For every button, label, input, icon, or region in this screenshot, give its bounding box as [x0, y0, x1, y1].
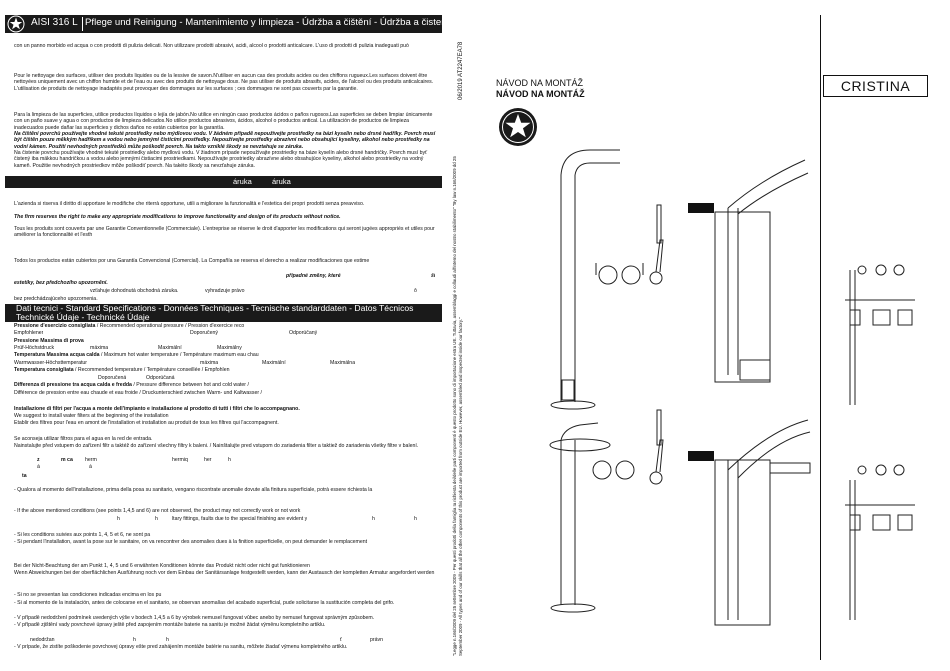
install-frag-17d: ť	[340, 637, 342, 643]
install-line-10: - Si pendant l'installation, avant la pose sur le sanitaire, on va rencontrer des anomalies dues à la finition superficielle, on peut demander le remplacement	[14, 539, 368, 545]
care-text-cz: Na čištění povrchů používejte vhodné tekuté prostředky nebo mýdlovou vodu. V žádném případě nepoužívejte prostředky na bázi kyselin nebo drsné hadříky. Povrch musí být čištěn pouze měkkým hadříkem a vodou nebo jemnými čisticími prostředky. Nepoužívejte prostředky abrazivní nebo obsahující kyseliny, alkohol nebo prostředky na vodní kámen. Použití nevhodných prostředků může poškodit povrch. Na takto vzniklé škody se nevztahuje se záruka.	[14, 131, 436, 150]
install-line-2: We suggest to install water filters at the beginning of the installation	[14, 413, 169, 419]
warranty-bar	[5, 176, 442, 188]
warranty-sk-frag3: ô	[414, 288, 417, 294]
install-frag-3: ta	[22, 473, 27, 479]
care-text-es: Para la limpieza de las superficies, utilice productos líquidos o lejía de jabón.No utilice en ningún caso productos ácidos o paños rugosos.Las superficies se deben limpiar únicamente con un paño suave y agua o con productos de limpieza delicados.No utilice productos abrasivos, ácidos, alcohol o productos antical. La utilización de productos de limpieza inadecuados puede dañar las superficies y dichos daños no están cubiertos por la garantía.	[14, 112, 433, 131]
install-line-6: - Qualora al momento dell'installazione, prima della posa su sanitario, vengano riscontrate anomalie dovute alla finitura superficiale, potrà essere richiesta la	[14, 487, 373, 493]
tech-row-7: Temperatura consigliata / Recommended temperature / Température conseillée / Empfohlen	[14, 367, 230, 373]
manual-title-2: NÁVOD NA MONTÁŽ	[496, 89, 585, 99]
install-frag-8a: h	[117, 516, 120, 522]
install-frag-1c: herm	[85, 457, 97, 463]
install-frag-8e: h	[414, 516, 417, 522]
tech-row-5: Temperatura Massima acqua calda / Maximum hot water temperature / Température maximum eau chau	[14, 352, 259, 358]
tech-row-10: Différence de pression entre eau chaude et eau froide / Druckunterschied zwischen Warm- und Kaltwasser /	[14, 390, 262, 396]
warranty-sk-frag4: bez predchádzajúceho upozornenia.	[14, 296, 98, 302]
tech-row-6c: Maximální	[262, 360, 286, 366]
install-frag-1e: her	[204, 457, 212, 463]
install-line-3: Etablir des filtres pour l'eau en amont de l'installation et installation au produit de tous les filtres qui l'accompagnent.	[14, 420, 279, 426]
warranty-fr: Tous les produits sont couverts par une Garantie Conventionnelle (Commerciale). L'entreprise se réserve le droit d'apporter les modifications qui seront jugées appropriés et utiles pour améliorer la fonctionnalité et l'esth	[14, 226, 435, 239]
brand-star-logo-icon	[498, 107, 538, 147]
install-line-1: Installazione di filtri per l'acqua a monte dell'impianto e installazione al prodotto di tutti i filtri che lo accompagnano.	[14, 406, 300, 412]
install-frag-17b: h	[133, 637, 136, 643]
install-frag-1f: h	[228, 457, 231, 463]
tech-title-line2: Technické Údaje - Technické Údaje	[16, 312, 150, 322]
warranty-sk-frag1: vzťahuje dohodnutá obchodná záruka.	[90, 288, 179, 294]
warranty-it: L'azienda si riserva il diritto di apportare le modifiche che riterrà opportune, utili a migliorare la funzionalità e l'estetica dei propri prodotti senza preavviso.	[14, 201, 365, 207]
install-frag-2b: á	[89, 464, 92, 470]
tech-row-4d: Maximálny	[217, 345, 242, 351]
install-line-12: Wenn Abweichungen bei der oberflächlichen Ausführung noch vor dem Einbau der Sanitärsanlage festgestellt werden, kann der Austausch der kompletten Armatur angefordert werden	[14, 570, 435, 576]
warranty-en: The firm reserves the right to make any appropriate modifications to improve functionality and design of its products without notice.	[14, 214, 341, 220]
install-line-16: - V případě zjištění vady povrchové úpravy ještě před zapojením montáže baterie na sanitu je možné žádat výměnu kompletního artiklu.	[14, 622, 326, 628]
header-divider	[82, 17, 83, 31]
install-line-15: - V případě nedodržení podmínek uvedených výše v bodech 1,4,5 a 6 by výrobek nemusel fungovat vůbec anebo by nemusel fungovat správným způsobem.	[14, 615, 375, 621]
warranty-es: Todos los productos están cubiertos por una Garantía Convencional (Comercial). La Compañía se reserva el derecho a realizar modificaciones que estime	[14, 258, 370, 264]
install-frag-8d: h	[372, 516, 375, 522]
material-label: AISI 316 L	[31, 17, 78, 28]
install-frag-8b: h	[155, 516, 158, 522]
install-frag-8c: ltary fittings, faults due to the special finishing are evident y	[172, 516, 308, 522]
install-line-14: - Si al momento de la instalación, antes de colocarse en el sanitario, se observan anomalías del acabado superficial, pude solicitarse la sustitución completa del grifo.	[14, 600, 395, 606]
manual-title-1: NÁVOD NA MONTÁŽ	[496, 78, 584, 88]
install-line-7: - If the above mentioned conditions (see points 1,4,5 and 6) are not observed, the product may not correctly work or not work	[14, 508, 301, 514]
vertical-date: 06/2019 AT2247EA78	[458, 41, 464, 100]
install-frag-17e: právn	[370, 637, 383, 643]
warranty-title-cz: áruka	[233, 177, 252, 186]
install-frag-17c: h	[166, 637, 169, 643]
tech-row-2b: Doporučený	[190, 330, 218, 336]
install-line-18: - V prípade, že zistíte poškodenie povrchovej úpravy ešte pred zahájením montáže batérie na sanitu, môžete žiadať výmenu kompletného artiklu.	[14, 644, 348, 650]
warranty-title-sk: áruka	[272, 177, 291, 186]
tech-title-line1: Dati tecnici - Standard Specifications - Données Techniques - Tecnische standarddaten - Datos Técnicos	[16, 303, 414, 313]
install-line-11: Bei der Nicht-Beachtung der am Punkt 1, 4, 5 und 6 erwähnten Konditionen könnte das Produkt nicht oder nicht gut funktionieren	[14, 563, 310, 569]
install-line-5: Nainstalujte před vstupem do zařízení filtr a taktéž do zařízení všechny filtry k baleni. / Nainštalujte pred vstupom do zariadenia filter a taktiež do zariadenia všetky filtre v balení.	[14, 443, 419, 449]
warranty-cz-frag2: ší	[431, 273, 436, 279]
install-frag-1d: hermiq	[172, 457, 188, 463]
warranty-sk-frag2: vyhradzuje právo	[205, 288, 245, 294]
tech-row-6b: máxima	[200, 360, 219, 366]
install-line-4: Se aconseja utilizar filtros para el agua en la red de entrada.	[14, 436, 153, 442]
tech-row-3: Pressione Massima di prova	[14, 338, 84, 344]
install-frag-1a: z	[37, 457, 40, 463]
vertical-note: "Legge n.166/2009 del 25 settembre 2009 - Per questi prodotti della famiglia Ia richiesta dei/delle parti componenti è questo prodotto sono di importazione estra UE. Tuttavia, assemblaggi e collaudi all'interno del nostro stabilimento" "By law n.166/2009 dd 25 September 2009 - All types and of our skills that all the other components of this product are imported from outside EU. However, assembled and inspected inside our factory."	[452, 156, 463, 656]
warranty-cz-frag3: estetiky, bez předchozího upozornění.	[14, 280, 108, 286]
warranty-cz-frag1: případné změny, které	[286, 273, 341, 279]
install-frag-17a: nedodržan	[30, 637, 55, 643]
tech-row-2c: Odporúčaný	[289, 330, 318, 336]
install-line-13: - Si no se presentan las condiciones indicadas encima en los pu	[14, 592, 162, 598]
brand-name: CRISTINA	[840, 78, 911, 94]
tech-row-2a: Empfohlener	[14, 330, 44, 336]
care-title: Pflege und Reinigung - Mantenimiento y limpieza - Údržba a čištění - Údržba a čistenie	[85, 17, 455, 28]
tech-row-4b: máxima	[90, 345, 109, 351]
install-line-9: - Si les conditions suivies aux points 1, 4, 5 et 6, ne sont pa	[14, 532, 151, 538]
tech-row-6a: Warmwasser-Höchsttemperatur	[14, 360, 88, 366]
tech-row-1: Pressione d'esercizio consigliata / Recommended operational pressure / Pression d'exercice reco	[14, 323, 245, 329]
tech-row-6d: Maximálna	[330, 360, 356, 366]
tech-row-8b: Odporúčaná	[146, 375, 175, 381]
star-logo-icon	[7, 15, 25, 33]
tech-row-9: Differenza di pressione tra acqua calda e fredda / Pressure difference between hot and cold water /	[14, 382, 249, 388]
tech-row-4a: Prüf-Höchstdruck	[14, 345, 55, 351]
tech-row-4c: Maximální	[158, 345, 182, 351]
care-text-sk: Na čistenie povrchu používajte vhodné tekuté prostriedky alebo mydlovú vodu. V žiadnom prípade nepoužívajte prostriedky na báze kyselín alebo drsné handričky. Povrch musí byť čistený iba mäkkou handričkou a vodou alebo jemnými čistiacimi prostriedkami. Nepoužívajte prostriedky abrazívne alebo obsahujúce kyseliny, alkohol alebo prostriedky na vodný kameň. Použitie nevhodných prostriedkov môže poškodiť povrch. Na takéto škody sa nevzťahuje záruka.	[14, 150, 428, 169]
install-frag-2a: á	[37, 464, 40, 470]
install-frag-1b: m ca	[61, 457, 73, 463]
care-text-it: con un panno morbido ed acqua o con prodotti di pulizia delicati. Non utilizzare prodotti abrasivi, acidi, alcool o prodotti anticalcare. L'uso di prodotti di pulizia inadeguati può	[14, 43, 409, 49]
care-text-fr: Pour le nettoyage des surfaces, utiliser des produits liquides ou de la lessive de savon.N'utiliser en aucun cas des produits acides ou des chiffons rugueux.Les surfaces doivent être nettoyées uniquement avec un chiffon humide et de l'eau ou avec des produits de nettoyage doux. Ne pas utiliser de produits abrasifs, acides, de l'alcool ou des produits anticalcaires. L'utilisation de produits de nettoyage inadaptés peut provoquer des dommages sur les surfaces ; ces dommages ne sont pas couverts par la garantie.	[14, 73, 434, 92]
vertical-rule	[820, 15, 821, 660]
tech-row-8a: Doporučená	[98, 375, 127, 381]
